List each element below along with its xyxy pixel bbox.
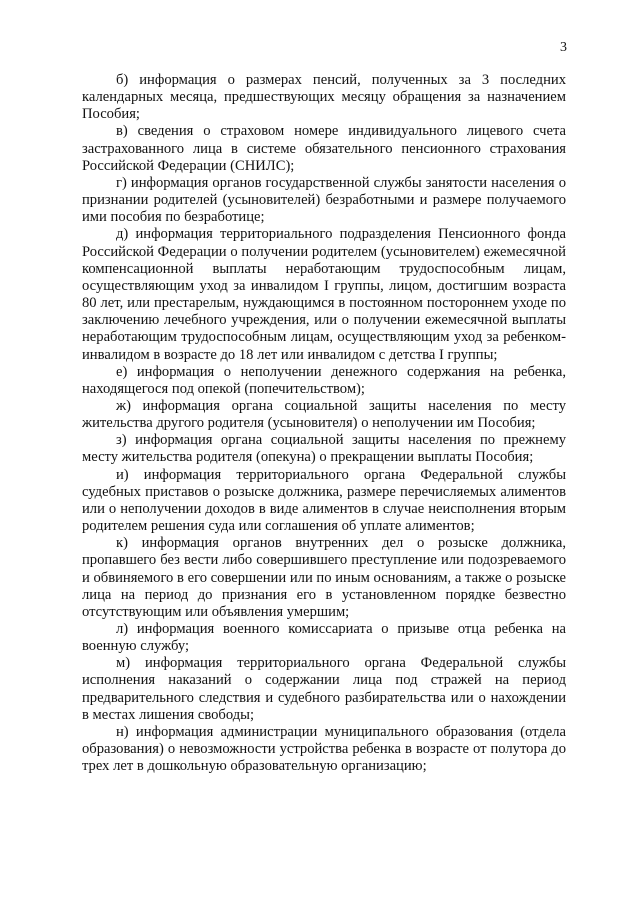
page-number: 3 <box>560 40 567 55</box>
paragraph-n: н) информация администрации муниципального образования (отдела образования) о невозможности устройства ребенка в возрасте от полутора до трех лет в дошкольную образовательную организацию; <box>82 723 566 775</box>
document-body <box>82 72 566 775</box>
paragraph-k: к) информация органов внутренних дел о розыске должника, пропавшего без вести либо совершившего преступление или подозреваемого и обвиняемого в его совершении или по иным основаниям, а также о розыске лица на период до признания его в установленном порядке безвестно отсутствующим или объявления умершим; <box>82 535 566 620</box>
paragraph-z: з) информация органа социальной защиты населения по прежнему месту жительства родителя (опекуна) о прекращении выплаты Пособия; <box>82 432 566 466</box>
paragraph-m: м) информация территориального органа Федеральной службы исполнения наказаний о содержании лица под стражей на период предварительного следствия и судебного разбирательства или о нахождении в местах лишения свободы; <box>82 655 566 723</box>
paragraph-b: б) информация о размерах пенсий, полученных за 3 последних календарных месяца, предшествующих месяцу обращения за назначением Пособия; <box>82 72 566 123</box>
paragraph-i: и) информация территориального органа Федеральной службы судебных приставов о розыске должника, размере перечисляемых алиментов или о неполучении доходов в виде алиментов в случае неисполнения вторым родителем решения суда или соглашения об уплате алиментов; <box>82 466 566 535</box>
paragraph-g: г) информация органов государственной службы занятости населения о признании родителей (усыновителей) безработными и размере получаемого ими пособия по безработице; <box>82 174 566 226</box>
paragraph-e: е) информация о неполучении денежного содержания на ребенка, находящегося под опекой (попечительством); <box>82 363 566 397</box>
paragraph-l: л) информация военного комиссариата о призыве отца ребенка на военную службу; <box>82 621 566 655</box>
paragraph-d: д) информация территориального подразделения Пенсионного фонда Российской Федерации о получении родителем (усыновителем) ежемесячной компенсационной выплаты неработающим трудоспособным лицам, осуществляющим уход за инвалидом I группы, лицом, достигшим возраста 80 лет, или престарелым, нуждающимся в постоянном постороннем уходе по заключению лечебного учреждения, или о получении ежемесячной выплаты неработающим трудоспособным лицам, осуществляющим уход за ребенком-инвалидом в возрасте до 18 лет или инвалидом с детства I группы; <box>82 226 566 363</box>
paragraph-zh: ж) информация органа социальной защиты населения по месту жительства другого родителя (усыновителя) о неполучении им Пособия; <box>82 397 566 432</box>
paragraph-v: в) сведения о страховом номере индивидуального лицевого счета застрахованного лица в системе обязательного пенсионного страхования Российской Федерации (СНИЛС); <box>82 123 566 174</box>
